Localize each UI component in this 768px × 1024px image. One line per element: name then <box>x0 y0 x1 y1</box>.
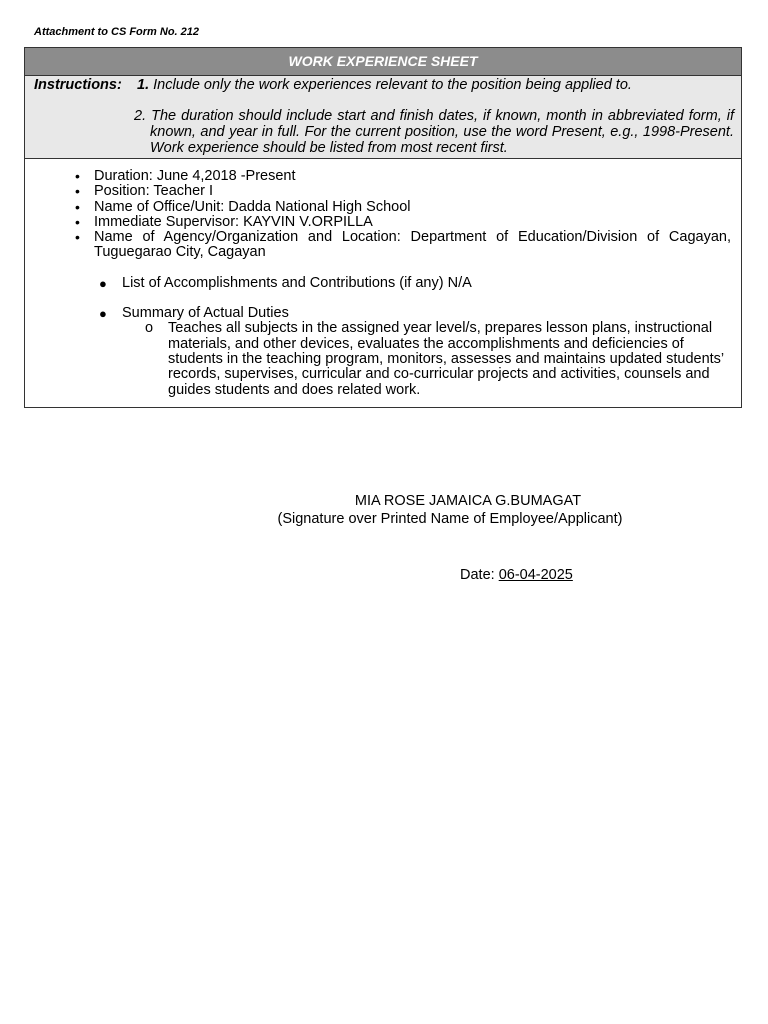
date-label: Date: <box>460 567 499 583</box>
list-item <box>25 200 737 215</box>
bullet-icon: • <box>75 198 80 215</box>
signature-caption: (Signature over Printed Name of Employee/Applicant) <box>277 511 623 527</box>
position-text: Position: Teacher I <box>94 183 214 200</box>
instructions-label: Instructions: <box>34 77 122 93</box>
duties-text: Teaches all subjects in the assigned year level/s, prepares lesson plans, instructional materials, and other devices, evaluates the accomplishments and deficiencies of students in the teaching program, monitors, assesses and maintains updated students’ records, supervises, curricular and co-curricular projects and activities, counsels and guides students and does related work. <box>168 320 724 398</box>
bullet-icon: • <box>75 168 80 184</box>
office-text: Name of Office/Unit: Dadda National High School <box>94 198 411 215</box>
accomplishments-item <box>25 276 737 291</box>
accomplishments-text: List of Accomplishments and Contributions (if any) N/A <box>122 274 472 291</box>
supervisor-text: Immediate Supervisor: KAYVIN V.ORPILLA <box>94 213 373 230</box>
list-item <box>25 184 737 199</box>
bullet-icon: • <box>75 183 80 200</box>
duties-heading-item <box>25 306 737 321</box>
experience-list <box>25 169 737 398</box>
instruction-2: 2. The duration should include start and finish dates, if known, month in abbreviated form, if known, and year in full. For the current position, use the word Present, e.g., 1998-Present. Work experience should be listed from most recent first. <box>134 108 734 156</box>
duties-item <box>25 321 737 397</box>
bullet-icon: • <box>75 229 80 246</box>
instruction-1-text: Include only the work experiences relevant to the position being applied to. <box>153 77 632 93</box>
list-item <box>25 169 737 184</box>
instruction-1 <box>137 77 632 93</box>
circle-bullet-icon: o <box>145 320 154 337</box>
bullet-icon: • <box>75 213 80 230</box>
bullet-icon: ● <box>99 306 107 322</box>
agency-text: Name of Agency/Organization and Location: Department of Education/Division of Cagayan, Tuguegarao City, Cagayan <box>94 229 731 261</box>
date-value: 06-04-2025 <box>498 567 573 583</box>
attachment-label: Attachment to CS Form No. 212 <box>34 26 200 38</box>
list-item <box>25 230 737 261</box>
date-line <box>460 567 573 583</box>
duration-text: Duration: June 4,2018 -Present <box>94 168 296 184</box>
sheet-title: WORK EXPERIENCE SHEET <box>25 48 741 76</box>
employee-name: MIA ROSE JAMAICA G.BUMAGAT <box>354 493 582 509</box>
list-item <box>25 215 737 230</box>
bullet-icon: ● <box>99 275 107 291</box>
instructions-box <box>25 76 741 159</box>
duties-heading: Summary of Actual Duties <box>122 305 289 322</box>
instruction-1-number: 1. <box>137 77 150 93</box>
work-experience-sheet <box>24 47 742 408</box>
